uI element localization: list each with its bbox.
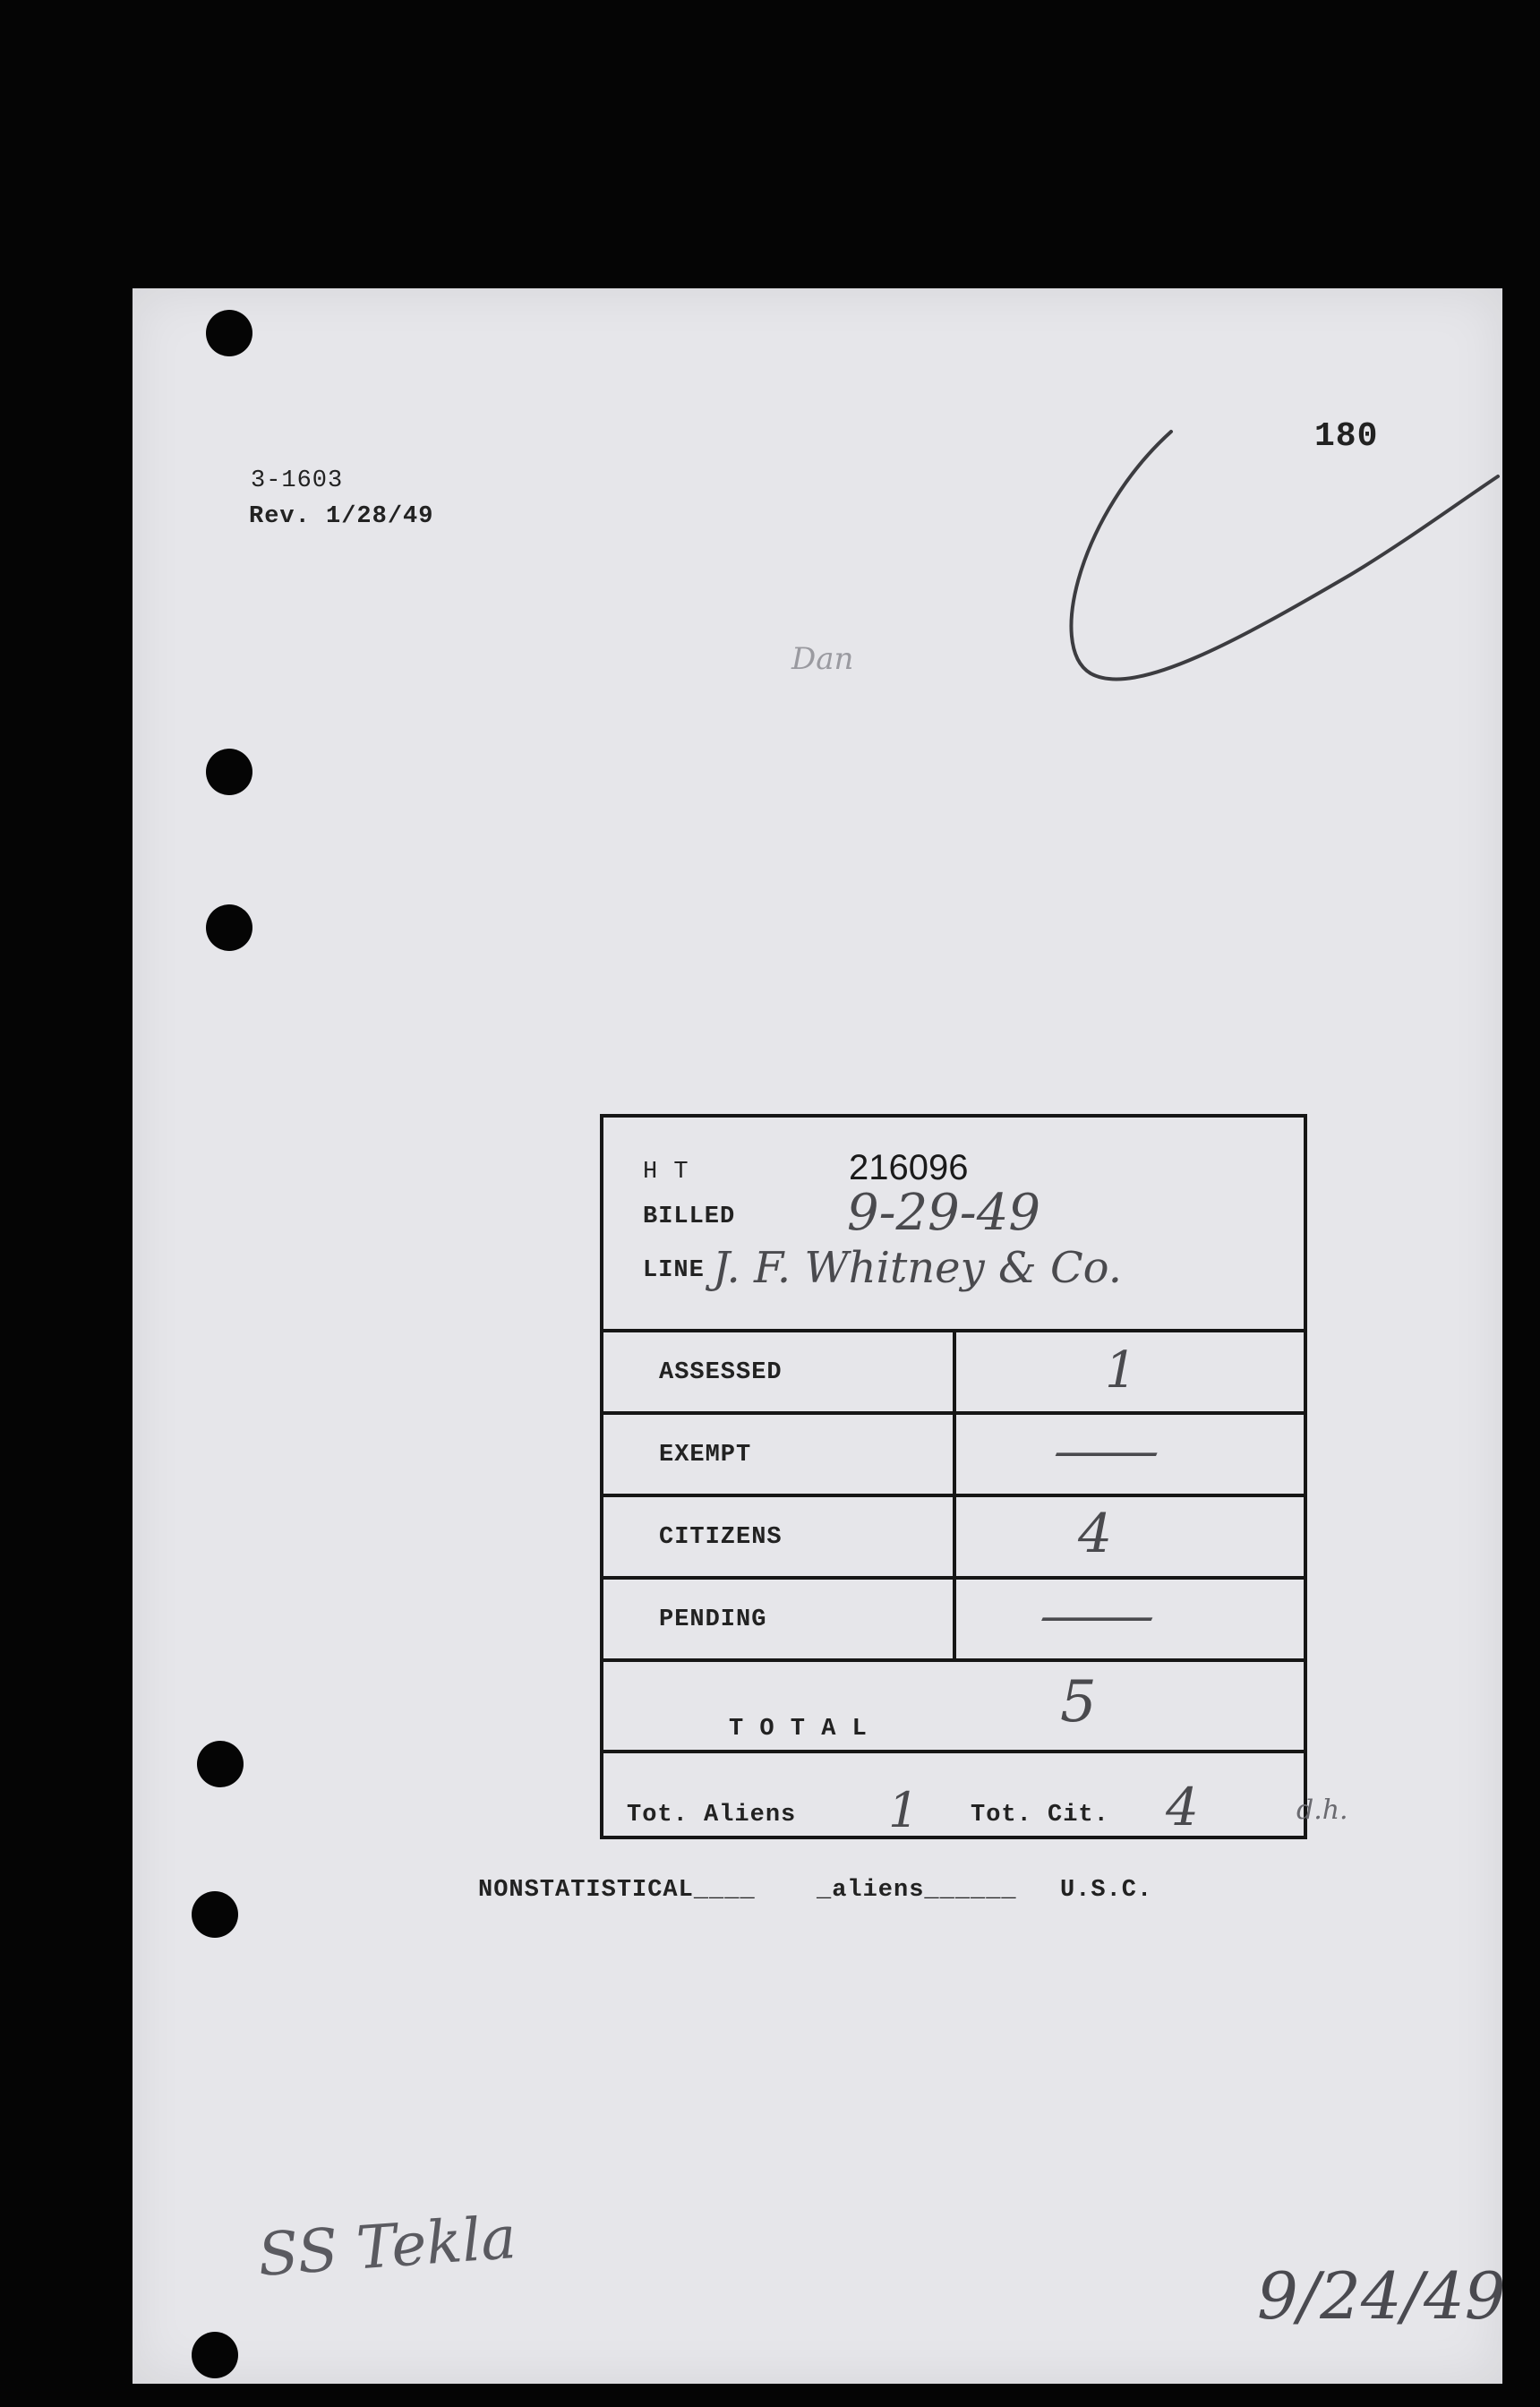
form-divider bbox=[603, 1750, 1304, 1753]
punch-hole bbox=[206, 749, 252, 795]
punch-hole bbox=[192, 1891, 238, 1938]
document-page bbox=[133, 288, 1506, 2384]
ht-number: 216096 bbox=[849, 1148, 969, 1187]
total-label: T O T A L bbox=[729, 1716, 868, 1743]
handwritten-ship-name: SS Tekla bbox=[255, 2203, 518, 2290]
form-revision: Rev. 1/28/49 bbox=[249, 503, 434, 530]
citizens-label: CITIZENS bbox=[659, 1524, 783, 1551]
clerk-initials: d.h. bbox=[1296, 1795, 1348, 1826]
tot-aliens-label: Tot. Aliens bbox=[627, 1802, 797, 1829]
punch-hole bbox=[197, 1741, 244, 1787]
billed-label: BILLED bbox=[643, 1204, 736, 1230]
line-value: J. F. Whitney & Co. bbox=[713, 1243, 1122, 1293]
check-mark-icon bbox=[1028, 414, 1502, 736]
punch-hole bbox=[192, 2332, 238, 2378]
pending-label: PENDING bbox=[659, 1606, 767, 1633]
punch-hole bbox=[206, 310, 252, 356]
tot-cit-value: 4 bbox=[1166, 1777, 1199, 1837]
total-value: 5 bbox=[1060, 1669, 1097, 1735]
punch-hole bbox=[206, 904, 252, 951]
citizens-value: 4 bbox=[1078, 1503, 1113, 1565]
pending-value: — bbox=[1037, 1587, 1158, 1645]
manifest-form-box bbox=[600, 1114, 1307, 1839]
assessed-value: 1 bbox=[1105, 1341, 1137, 1400]
aliens-field: _aliens______ bbox=[817, 1877, 1017, 1904]
form-column-divider bbox=[953, 1329, 956, 1660]
line-label: LINE bbox=[643, 1257, 705, 1284]
usc-field: U.S.C. bbox=[1060, 1877, 1153, 1904]
handwritten-initials: Dan bbox=[791, 641, 854, 677]
page-number: 180 bbox=[1314, 417, 1379, 456]
handwritten-date: 9/24/49 bbox=[1257, 2258, 1506, 2334]
billed-date: 9-29-49 bbox=[847, 1184, 1040, 1242]
form-id: 3-1603 bbox=[251, 467, 344, 494]
tot-aliens-value: 1 bbox=[888, 1782, 920, 1838]
nonstatistical-field: NONSTATISTICAL____ bbox=[478, 1877, 756, 1904]
exempt-value: — bbox=[1051, 1422, 1162, 1480]
ht-label: H T bbox=[643, 1159, 689, 1186]
exempt-label: EXEMPT bbox=[659, 1442, 752, 1469]
assessed-label: ASSESSED bbox=[659, 1359, 783, 1386]
tot-cit-label: Tot. Cit. bbox=[971, 1802, 1109, 1829]
